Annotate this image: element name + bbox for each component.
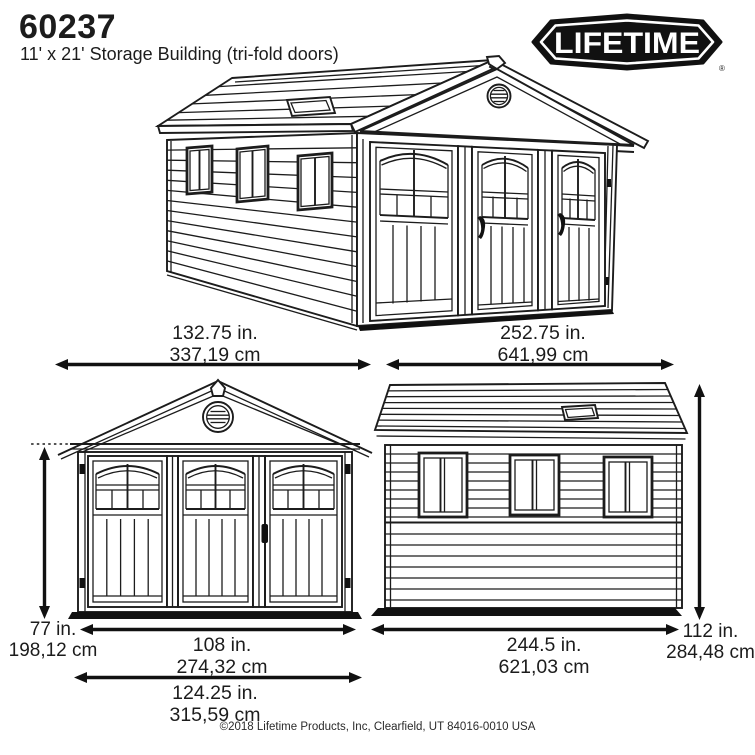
dim-label-door-span: 108 in. 274,32 cm [176, 634, 268, 679]
side-base [371, 608, 682, 616]
svg-text:LIFETIME: LIFETIME [554, 27, 700, 60]
dimension-arrow-side-depth [55, 357, 371, 372]
front-gable-vent-icon [203, 402, 233, 432]
side-elevation-drawing [370, 378, 715, 628]
dimension-arrow-total-height [692, 384, 707, 620]
door-panel-1 [370, 142, 458, 321]
front-base [68, 612, 362, 619]
side-window-1 [187, 146, 212, 194]
dimension-arrow-front-length [386, 357, 674, 372]
perspective-view-drawing [50, 55, 700, 340]
side-window-2 [237, 146, 268, 202]
dim-label-side-length: 244.5 in. 621,03 cm [498, 634, 590, 679]
skylight [287, 97, 335, 116]
door-panel-3 [552, 151, 605, 310]
model-number: 60237 [19, 8, 117, 46]
gable-vent-icon [488, 85, 511, 108]
side-window-3 [298, 153, 332, 210]
dim-label-side-depth: 132.75 in. 337,19 cm [169, 322, 261, 367]
side-roof [375, 383, 687, 439]
registered-mark: ® [719, 64, 725, 73]
dimension-arrow-wall-height [37, 447, 52, 619]
dim-label-total-height: 112 in. 284,48 cm [666, 621, 755, 664]
side-elevation-window-1 [419, 453, 467, 517]
dim-label-front-length: 252.75 in. 641,99 cm [497, 322, 589, 367]
front-door-mullion [167, 456, 178, 607]
door-handle-icon [262, 524, 269, 543]
dim-label-wall-height: 77 in. 198,12 cm [8, 619, 98, 662]
copyright-text: ©2018 Lifetime Products, Inc, Clearfield, UT 84016-0010 USA [219, 721, 536, 733]
dim-label-front-width: 124.25 in. 315,59 cm [169, 682, 261, 727]
door-panel-2 [472, 147, 538, 315]
product-subtitle: 11' x 21' Storage Building (tri-fold doors) [20, 44, 339, 64]
front-elevation-drawing [28, 378, 378, 628]
side-elevation-window-3 [604, 457, 652, 517]
skylight [562, 405, 598, 420]
side-elevation-window-2 [510, 455, 559, 515]
